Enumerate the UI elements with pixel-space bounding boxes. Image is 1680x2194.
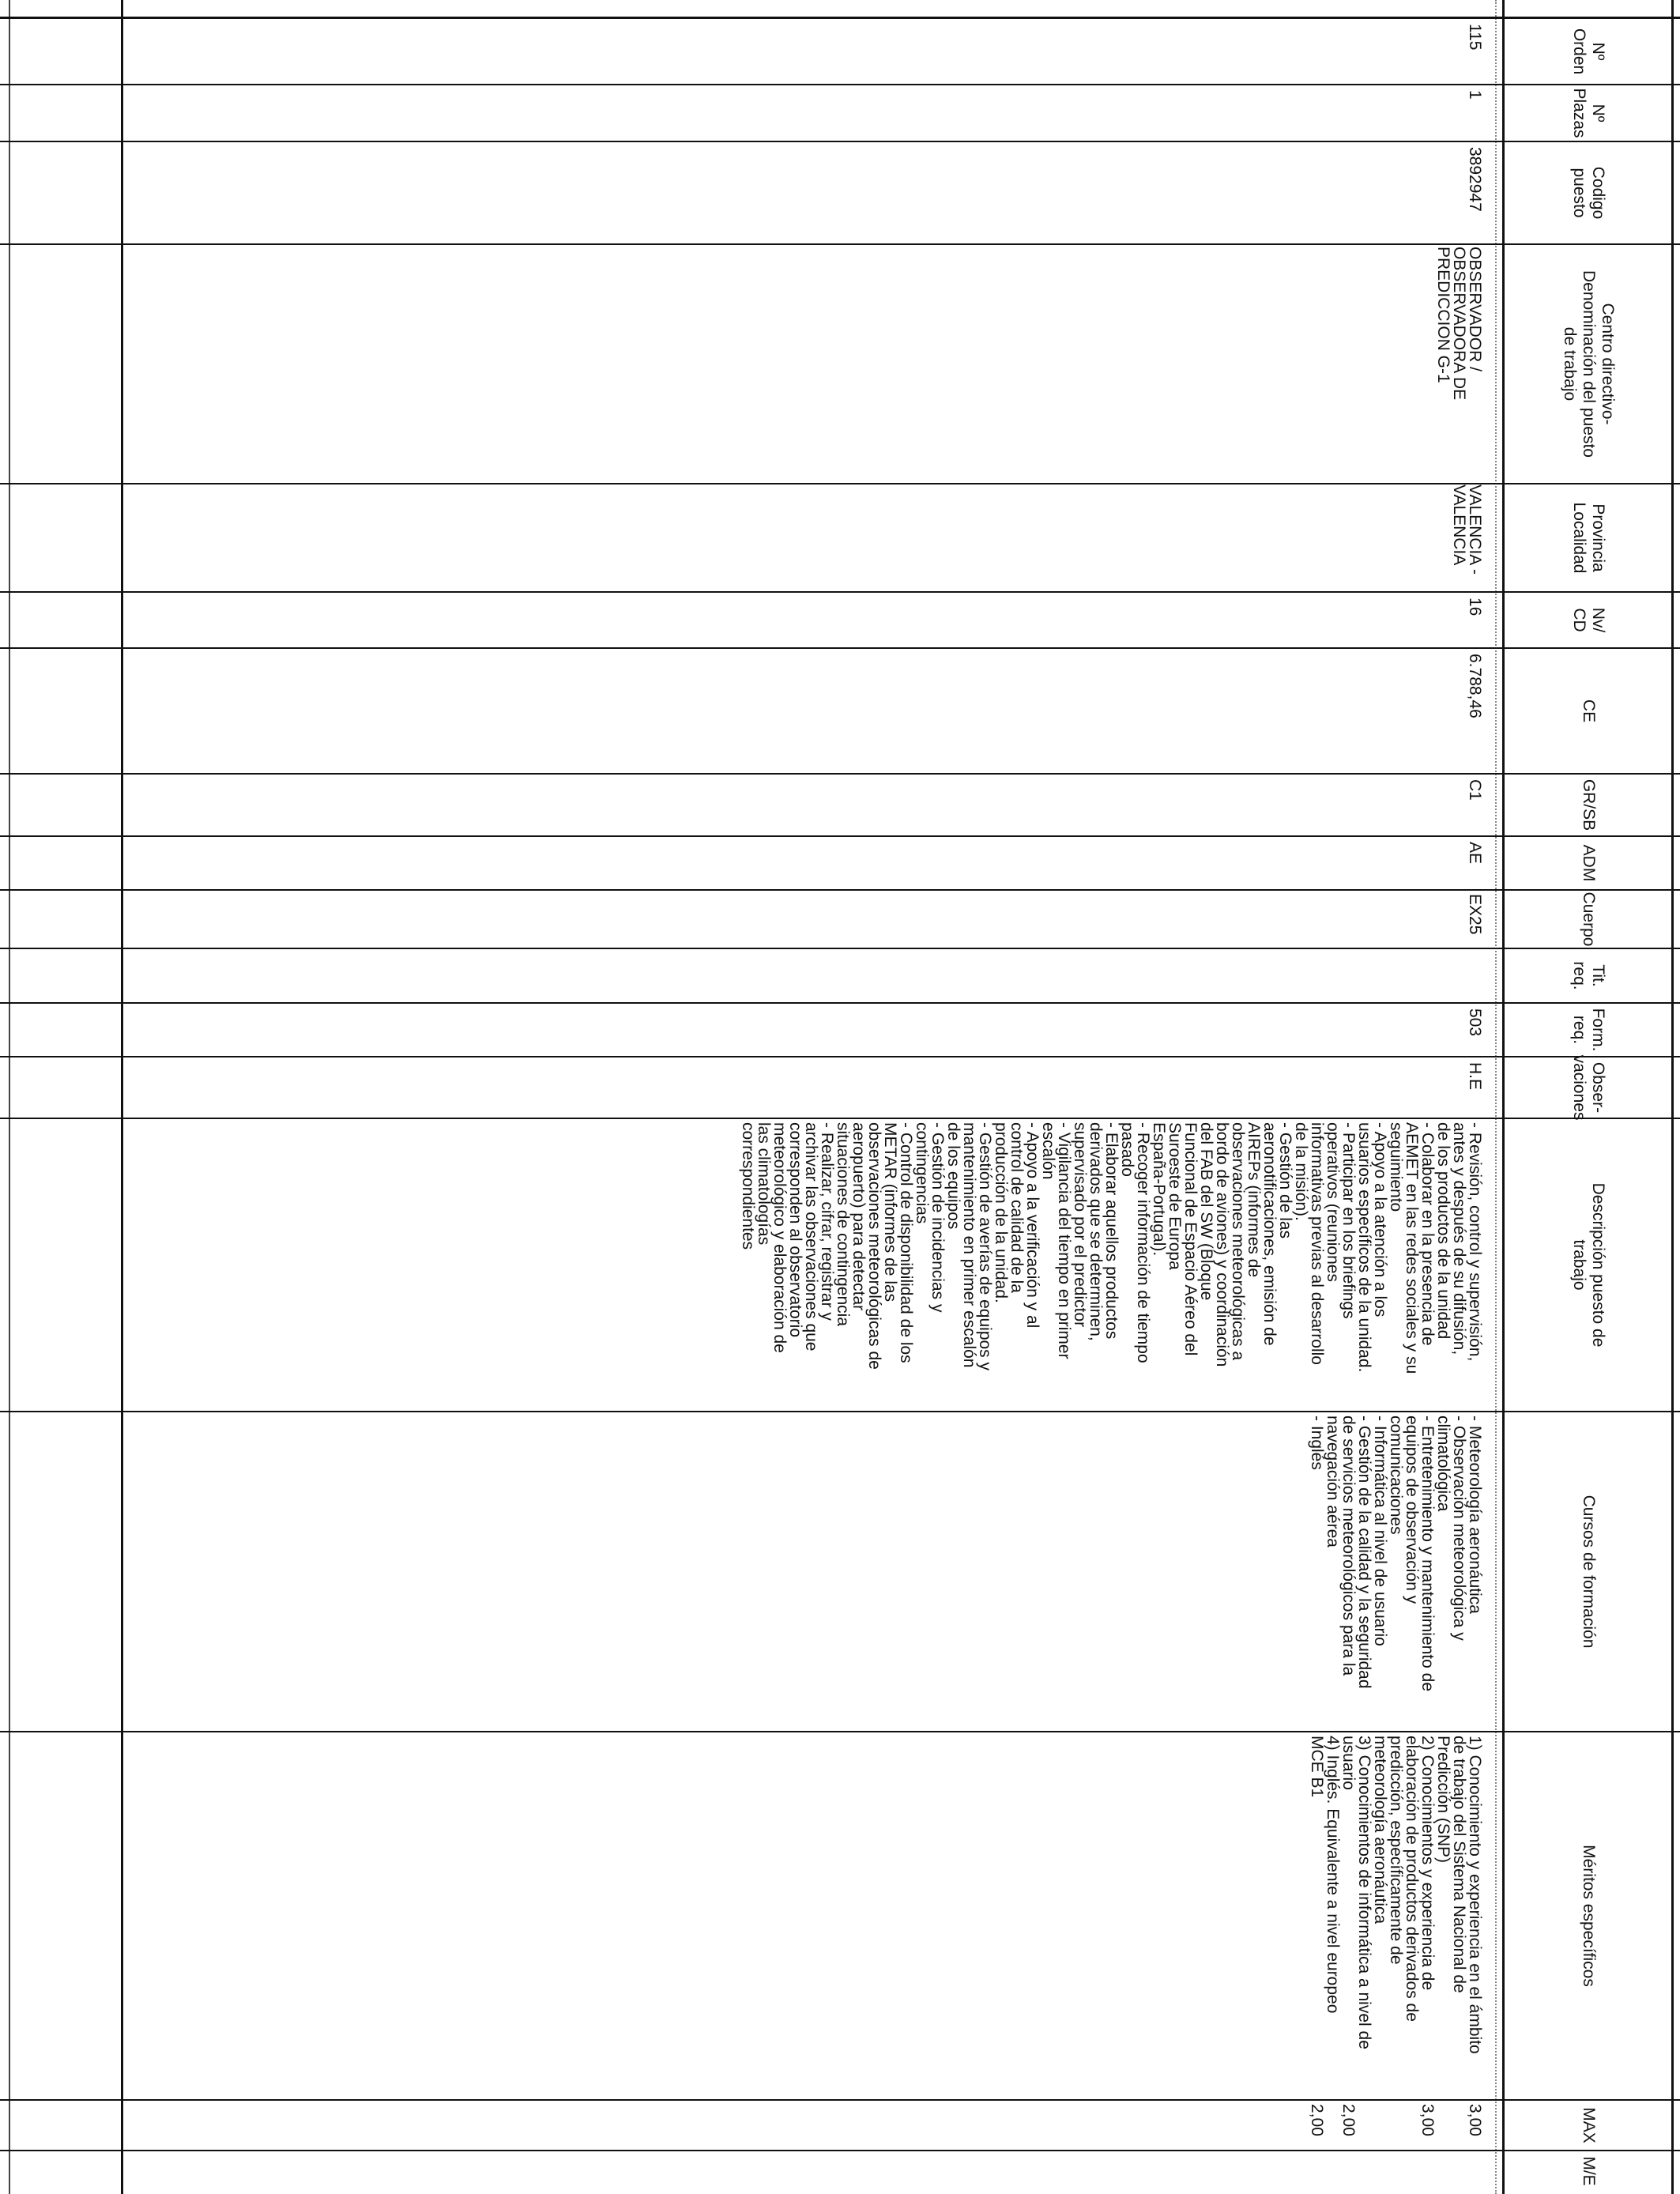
header-meritos: Méritos específicos [1580, 1845, 1598, 1987]
cell-plazas: 1 [1466, 90, 1484, 100]
cell-codigo: 3892947 [1466, 147, 1484, 212]
column-divider [0, 1411, 1680, 1412]
column-divider [0, 2150, 1680, 2151]
header-me: M/E [1580, 2156, 1598, 2186]
column-divider [0, 1002, 1680, 1004]
column-divider [0, 773, 1680, 775]
column-divider [0, 1056, 1680, 1057]
cell-ce: 6.788,46 [1466, 654, 1484, 718]
cell-cuerpo: EX25 [1466, 894, 1484, 935]
header-observaciones: Obser- vaciones [1570, 1054, 1607, 1121]
header-codigo: Codigo puesto [1570, 166, 1607, 220]
cell-grupo: C1 [1466, 779, 1484, 801]
header-formacion: Form. req. [1570, 1008, 1607, 1052]
column-divider [0, 2099, 1680, 2101]
header-ce: CE [1580, 699, 1598, 723]
max-value: 3,00 [1418, 2104, 1437, 2136]
column-divider [0, 889, 1680, 891]
cell-provincia: VALENCIA - VALENCIA [1450, 484, 1484, 575]
column-divider [0, 17, 1680, 19]
cell-cursos: - Meteorología aeronáutica - Observación meteorológica y climatológica - Entretenimiento y mantenimiento de equipos de observación y comunicaciones - Informática al nivel de usuario - Gestión de la calidad y la seguridad de servicios meteorológicos para la navegación aérea - Inglés [1308, 1416, 1484, 1692]
header-orden: Nº Orden [1570, 28, 1607, 75]
table-top-border [1671, 0, 1674, 2194]
header-cursos: Cursos de formación [1580, 1495, 1598, 1649]
cell-centro: OBSERVADOR / OBSERVADORA DE PREDICCION G-1 [1434, 247, 1484, 401]
max-value: 2,00 [1339, 2104, 1358, 2136]
page-bottom-rule [9, 0, 10, 2194]
cell-orden: 115 [1466, 24, 1484, 51]
header-cuerpo: Cuerpo [1580, 892, 1598, 947]
max-value: 3,00 [1466, 2104, 1484, 2136]
header-plazas: Nº Plazas [1570, 88, 1607, 138]
cell-descripcion: - Revisión, control y supervisión, antes y después de su difusión, de los productos de la unidad - Colaborar en la presencia de AEMET en las redes sociales y su seguimiento - Apoyo a la atención a los usuarios específicos de la unidad. - Participar en los briefings operativos (reuniones informativas previas al desarrollo de la misión). - Gestión de las aeronotificaciones, emisión de AIREPs (informes de observaciones meteorológicas a bordo de aviones) y coordinación del FAB del SW (Bloque Funcional de Espacio Aéreo del Suroeste de Europa España-Portugal). - Recoger información de tiempo pasado - Elaborar aquellos productos derivados que se determinen, supervisado por el predictor - Vigilancia del tiempo en primer escalón - Apoyo a la verificación y al control de calidad de la producción de la unidad. - Gestión de averías de equipos y mantenimiento en primer escalón de los equipos - Gestión de incidencias y contingencias - Control de disponibilidad de los METAR (informes de las observaciones meteorológicas de aeropuerto) para detectar situaciones de contingencia - Realizar, cifrar, registrar y archivar las observaciones que corresponden al observatorio meteorológico y elaboración de las climatologías correspondientes [739, 1122, 1484, 1374]
column-divider [0, 141, 1680, 142]
header-provincia: Provincia Localidad [1570, 502, 1607, 574]
cell-meritos: 1) Conocimiento y experiencia en el ámbito de trabajo del Sistema Nacional de Predicción (SNP) 2) Conocimientos y experiencia de elaboración de productos derivados de predicción, específicamente de meteorología aeronáutica 3) Conocimientos de informática a nivel de usuario 4) Inglés. Equivalente a nivel europeo MCE B1 [1308, 1736, 1484, 2054]
column-divider [0, 84, 1680, 85]
header-titulacion: Tit. req. [1570, 961, 1607, 990]
column-divider [0, 1118, 1680, 1119]
header-max: MAX [1580, 2107, 1598, 2143]
cell-formacion: 503 [1466, 1008, 1484, 1037]
column-divider [0, 243, 1680, 245]
max-value: 2,00 [1308, 2104, 1326, 2136]
cell-adm: AE [1466, 842, 1484, 865]
cell-max [1308, 2104, 1484, 2148]
header-nivel: Nv/ CD [1570, 607, 1607, 633]
header-centro: Centro directivo- Denominación del puesto de trabajo [1561, 270, 1617, 458]
header-adm: ADM [1580, 844, 1598, 882]
column-divider [0, 835, 1680, 837]
header-dotted-separator [1495, 0, 1497, 2194]
header-bottom-border [1502, 0, 1505, 2194]
column-divider [0, 1731, 1680, 1732]
column-divider [0, 591, 1680, 593]
column-divider [0, 483, 1680, 484]
cell-nivel: 16 [1466, 598, 1484, 616]
column-divider [0, 647, 1680, 649]
column-divider [0, 948, 1680, 949]
header-grupo: GR/SB [1580, 778, 1598, 831]
table-bottom-border [121, 0, 123, 2194]
header-descripcion: Descripción puesto de trabajo [1570, 1182, 1607, 1348]
cell-observaciones: H.E [1466, 1062, 1484, 1091]
